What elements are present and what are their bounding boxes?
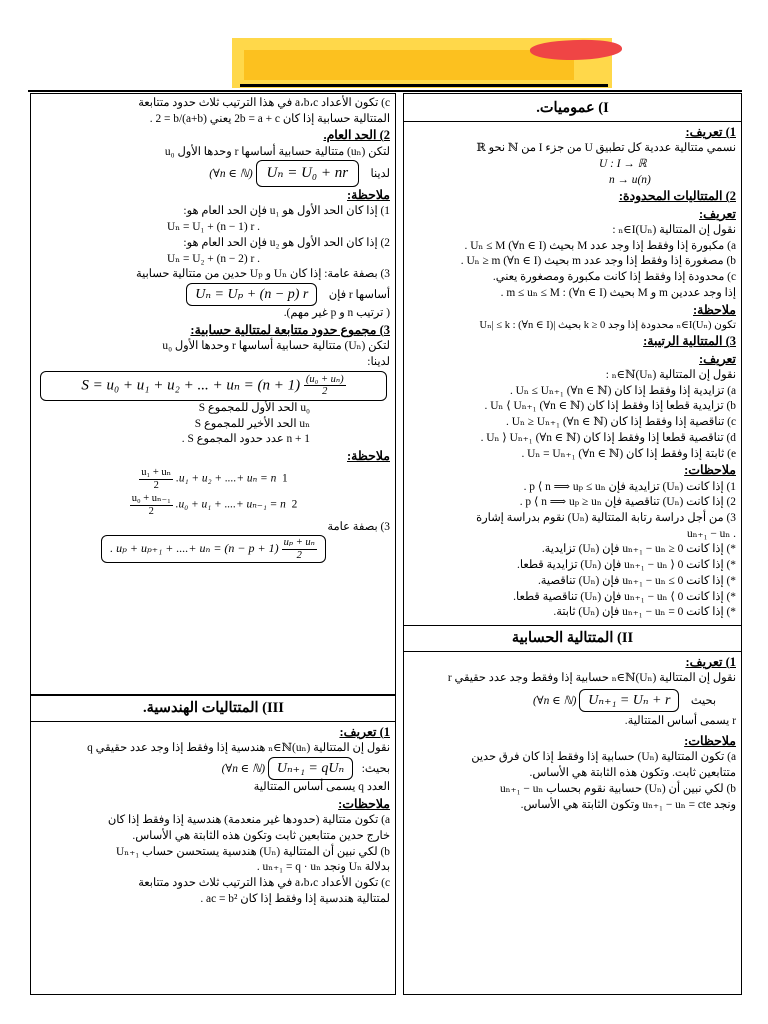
sum-legend-item: u₀ الحد الأول للمجموع S xyxy=(198,401,310,414)
note1-item: . Uₙ = U₂ + (n − 2) r xyxy=(166,252,261,265)
bounded-line: c) محدودة إذا وفقط إذا كانت مكبورة ومصغورة يعني. xyxy=(492,271,736,284)
sum-formula-row xyxy=(37,371,390,401)
note1-item: 3) بصفة عامة: إذا كان Uₙ و Uₚ حدين من متتالية حسابية xyxy=(136,268,390,281)
arithmetic-def-note: r يسمى أساس المتتالية. xyxy=(624,715,736,728)
arithmetic-lead: بحيث xyxy=(690,695,716,708)
arithmetic-notes-title: ملاحظات: xyxy=(684,734,736,749)
note2-item3-formula-row xyxy=(37,535,390,563)
monotone-notes-title: ملاحظات: xyxy=(684,463,736,478)
geometric-def-formula-row xyxy=(37,757,390,780)
arithmetic-def-text: نقول إن المتتالية (Uₙ)ₙ∈ℕ حسابية إذا وفقط وجد عدد حقيقي r xyxy=(447,672,736,685)
monotone-line: b) تزايدية قطعا إذا وفقط إذا كان Uₙ ⟨ Uₙ₊₁ (∀n ∈ ℕ) . xyxy=(484,400,736,413)
note1-item: 1) إذا كان الحد الأول هو u₁ فإن الحد العام هو: xyxy=(183,205,390,218)
sum-lead: لدينا: xyxy=(367,356,390,369)
monotone-note: 3) من أجل دراسة رتابة المتتالية (Uₙ) نقوم بدراسة إشارة xyxy=(476,511,736,524)
monotone-note: 2) إذا كانت (Uₙ) تناقصية فإن p ⟨ n ⟹ uₚ ≥ uₙ . xyxy=(519,496,736,509)
note2-item2-fraction xyxy=(130,493,173,517)
note1-tail: ( ترتيب n و p غير مهم). xyxy=(283,307,390,320)
geometric-header: III) المتتاليات الهندسية. xyxy=(31,696,396,722)
monotone-note: . uₙ₊₁ − uₙ xyxy=(686,527,736,540)
note2-item1-num: u₁ + uₙ xyxy=(141,467,172,479)
banner-underline xyxy=(240,84,608,87)
note1-lead: أساسها r فإن xyxy=(328,289,390,302)
arithmetic-formula-row xyxy=(409,689,736,712)
geometric-def-formula: Uₙ₊₁ = qUₙ xyxy=(268,757,353,780)
page-frame-top xyxy=(28,90,742,92)
definition-map: n → u(n) xyxy=(609,173,651,186)
sum-formula-lhs: S = u₀ + u₁ + u₂ + ... + uₙ = (n + 1) xyxy=(81,377,301,394)
note2-item1-den: 2 xyxy=(153,479,159,491)
monotone-def-title: تعريف: xyxy=(699,351,736,366)
bounded-line: b) مصغورة إذا وفقط إذا وجد عدد m بحيث Uₙ ≥ m (∀n ∈ I) . xyxy=(460,255,736,268)
note2-item3-formula xyxy=(101,535,326,563)
monotone-title: 3) المتتالية الرتيبة: xyxy=(643,334,736,349)
monotone-note: *) إذا كانت uₙ₊₁ − uₙ ≥ 0 فإن (Uₙ) تزايدية. xyxy=(541,543,736,556)
arithmetic-note: a) تكون المتتالية (Uₙ) حسابية إذا وفقط إذا كان فرق حدين xyxy=(471,751,736,764)
geometric-note: a) تكون متتالية (حدودها غير منعدمة) هندسية إذا وفقط إذا كان xyxy=(107,814,390,827)
note2-item3: 3) بصفة عامة xyxy=(327,520,390,533)
arithmetic-note: ونجد uₙ₊₁ − uₙ = cte وتكون الثابتة هي الأساس. xyxy=(520,798,736,811)
note2-item3-fraction xyxy=(282,537,317,561)
arithmetic-def-title: 1) تعريف: xyxy=(685,655,736,670)
right-column xyxy=(403,93,742,995)
geometric-def-note: العدد q يسمى أساس المتتالية xyxy=(253,781,390,794)
monotone-note: *) إذا كانت uₙ₊₁ − uₙ = 0 فإن (Uₙ) ثابتة. xyxy=(553,606,736,619)
geometric-section xyxy=(30,695,396,995)
note2-item1-fraction xyxy=(139,467,173,491)
note1-formula: Uₙ = Uₚ + (n − p) r xyxy=(186,283,317,306)
sum-text: لتكن (Uₙ) متتالية حسابية أساسها r وحدها الأول u₀ xyxy=(162,340,390,353)
monotone-line: e) ثابتة إذا وفقط إذا كان Uₙ = Uₙ₊₁ (∀n ∈ ℕ) . xyxy=(521,447,736,460)
sum-legend-item: n + 1 عدد حدود المجموع S . xyxy=(181,433,310,446)
sum-formula xyxy=(40,371,386,401)
geometric-notes-title: ملاحظات: xyxy=(338,797,390,812)
geometric-def-lead: بحيث: xyxy=(361,762,390,775)
sum-formula-fraction xyxy=(304,374,346,398)
note2-item3-num: uₚ + uₙ xyxy=(283,537,315,549)
bounded-title: 2) المتتاليات المحدودة: xyxy=(618,189,736,204)
sum-title: 3) مجموع حدود متتابعة لمتتالية حسابية: xyxy=(190,323,390,338)
note2-item1-lhs: .u₁ + u₂ + ....+ uₙ = n xyxy=(176,473,277,486)
monotone-line: c) تناقصية إذا وفقط إذا كان Uₙ ≥ Uₙ₊₁ (∀n ∈ ℕ) . xyxy=(506,416,736,429)
note2-item2: 2 .u₀ + u₁ + ....+ uₙ₋₁ = n $\frac{\text{u₀ + uₙ₋₁}}{2}$ xyxy=(131,493,298,518)
sum-formula-numerator: (u₀ + uₙ) xyxy=(305,373,344,385)
geometric-note: c) تكون الأعداد a،b،c في هذا الترتيب ثلاث حدود متتابعة xyxy=(138,877,390,890)
generalities-header: I) عموميات. xyxy=(403,96,742,122)
note1-item: . Uₙ = U₁ + (n − 1) r xyxy=(166,221,261,234)
geometric-def-text: نقول إن المتتالية (uₙ)ₙ∈ℕ هندسية إذا وفقط إذا وجد عدد حقيقي q xyxy=(87,742,390,755)
note2-item2-den: 2 xyxy=(148,506,154,518)
arithmetic-note: متتابعين ثابت. وتكون هذه الثابتة هي الأساس. xyxy=(529,767,736,780)
note2-title: ملاحظة: xyxy=(347,449,390,464)
geometric-note: بدلالة Uₙ ونجد uₙ₊₁ = q · uₙ . xyxy=(256,861,390,874)
note2-item2-num: u₀ + uₙ₋₁ xyxy=(131,493,171,505)
definition-title: 1) تعريف: xyxy=(685,125,736,139)
note2-item2-lhs: .u₀ + u₁ + ....+ uₙ₋₁ = n xyxy=(175,499,286,512)
geometric-def-title: 1) تعريف: xyxy=(339,725,390,739)
note1-title: ملاحظة: xyxy=(347,188,390,203)
general-term-formula: Uₙ = U₀ + nr xyxy=(256,160,360,187)
monotone-note: *) إذا كانت uₙ₊₁ − uₙ ⟨ 0 فإن (Uₙ) تناقصية قطعا. xyxy=(513,590,736,603)
bounded-note: تكون (Uₙ)ₙ∈I محدودة إذا وجد k ≥ 0 بحيث |Uₙ| ≤ k : (∀n ∈ I) xyxy=(479,319,736,331)
sum-formula-denominator: 2 xyxy=(322,386,328,398)
monotone-line: a) تزايدية إذا وفقط إذا كان Uₙ ≤ Uₙ₊₁ (∀n ∈ ℕ) . xyxy=(509,384,736,397)
note2-item3-lhs: . uₚ + uₚ₊₁ + ....+ uₙ = (n − p + 1) xyxy=(110,541,279,556)
general-term-formula-row xyxy=(37,160,390,187)
geometric-def-quantifier: (∀n ∈ ℕ) xyxy=(221,762,265,775)
monotone-note: *) إذا كانت uₙ₊₁ − uₙ ⟩ 0 فإن (Uₙ) تزايدية قطعا. xyxy=(517,559,736,572)
left-column xyxy=(30,93,396,695)
arith-note-c-line1: c) تكون الأعداد a،b،c في هذا الترتيب ثلاث حدود متتابعة xyxy=(138,97,390,109)
arithmetic-formula: Uₙ₊₁ = Uₙ + r xyxy=(579,689,679,712)
note2-item1: 1 .u₁ + u₂ + ....+ uₙ = n $\frac{\text{u₁ + uₙ}}{2}$ xyxy=(141,467,288,491)
bounded-line: a) مكبورة إذا وفقط إذا وجد عدد M بحيث Uₙ ≤ M (∀n ∈ I) . xyxy=(464,239,736,252)
sum-legend-item: uₙ الحد الأخير للمجموع S xyxy=(194,417,310,430)
bounded-line: نقول إن المتتالية (Uₙ)ₙ∈I : xyxy=(612,223,736,236)
arithmetic-quantifier: (∀n ∈ ℕ) xyxy=(533,695,577,708)
monotone-line: d) تناقصية قطعا إذا وفقط إذا كان Uₙ ⟩ Uₙ₊₁ (∀n ∈ ℕ) . xyxy=(480,431,736,444)
monotone-note: 1) إذا كانت (Uₙ) تزايدية فإن p ⟨ n ⟹ uₚ ≤ uₙ . xyxy=(523,480,736,493)
geometric-note: خارج حدين متتابعين ثابت وتكون هذه الثابتة هي الأساس. xyxy=(132,830,390,843)
note1-item: 2) إذا كان الحد الأول هو u₂ فإن الحد العام هو: xyxy=(183,236,390,249)
note1-formula-row xyxy=(37,283,390,306)
arithmetic-note: b) لكي نبين أن (Uₙ) حسابية نقوم بحساب uₙ₊₁ − uₙ xyxy=(499,782,736,795)
geometric-note: b) لكي نبين أن المتتالية (Uₙ) هندسية يستحسن حساب Uₙ₊₁ xyxy=(116,845,390,858)
arith-note-c-line2: المتتالية حسابية إذا كان 2b = a + c يعني (a+b)/2 = b . xyxy=(149,112,390,125)
title-banner-inner xyxy=(244,50,574,80)
definition-map: U : I → ℝ xyxy=(599,157,647,170)
note2-item3-den: 2 xyxy=(296,549,302,561)
general-term-quantifier: (∀n ∈ ℕ) xyxy=(209,168,253,181)
general-term-title: 2) الحد العام. xyxy=(323,128,390,143)
geometric-note: لمتتالية هندسية إذا وفقط إذا كان ac = b² . xyxy=(200,892,390,905)
bounded-note-title: ملاحظة: xyxy=(693,302,736,317)
arithmetic-header: II) المتتالية الحسابية xyxy=(403,625,742,652)
general-term-text: لتكن (uₙ) متتالية حسابية أساسها r وحدها الأول u₀ xyxy=(164,145,390,158)
definition-line: نسمي متتالية عددية كل تطبيق U من جزء I من ℕ نحو ℝ xyxy=(476,142,736,155)
monotone-line: نقول إن المتتالية (Uₙ)ₙ∈ℕ : xyxy=(605,368,736,381)
bounded-line: إذا وجد عددين m و M بحيث m ≤ uₙ ≤ M : (∀n ∈ I) . xyxy=(500,286,736,299)
monotone-note: *) إذا كانت uₙ₊₁ − uₙ ≤ 0 فإن (Uₙ) تناقصية. xyxy=(537,574,736,587)
bounded-def-title: تعريف: xyxy=(699,206,736,221)
general-term-lead: لدينا xyxy=(370,168,390,181)
